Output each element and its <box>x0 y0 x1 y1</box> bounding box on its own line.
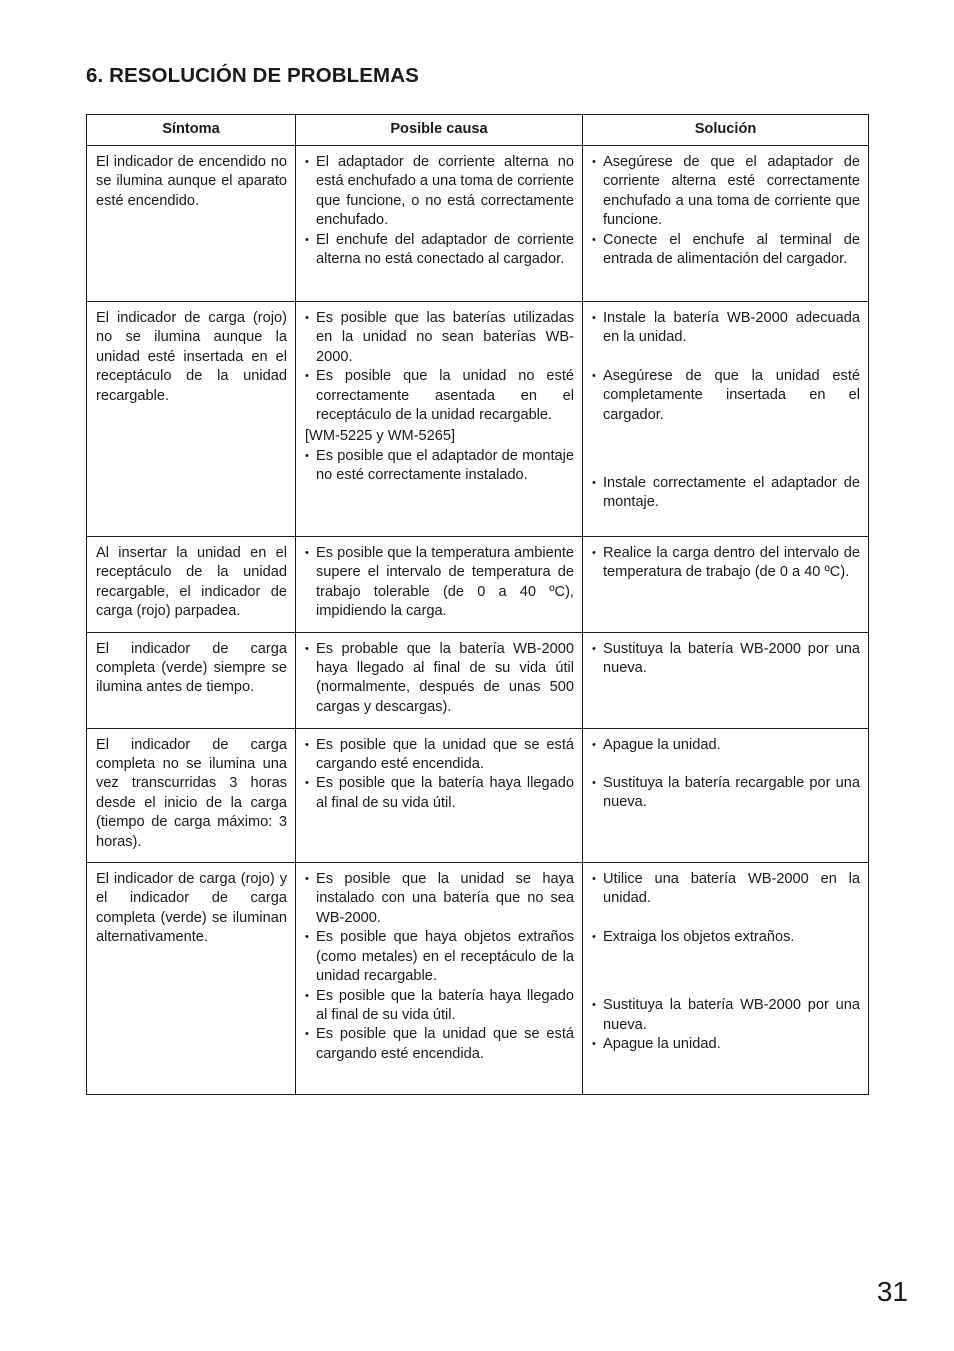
solution-item: • Apague la unidad. <box>592 1035 860 1054</box>
cause-item: • Es posible que la unidad que se está cargando esté encendida. <box>305 736 574 775</box>
cause-cell <box>296 302 583 537</box>
solution-item: • Sustituya la batería recargable por una nueva. <box>592 774 860 813</box>
table-row <box>87 863 869 1095</box>
cause-cell <box>296 146 583 302</box>
cause-item: • Es posible que la temperatura ambiente supere el intervalo de temperatura de trabajo tolerable (de 0 a 40 ºC), impidiendo la carga. <box>305 544 574 622</box>
page-title: 6. RESOLUCIÓN DE PROBLEMAS <box>86 64 419 87</box>
page-number: 31 <box>876 1276 908 1307</box>
solution-item: • Sustituya la batería WB-2000 por una nueva. <box>592 640 860 679</box>
cause-item: • El enchufe del adaptador de corriente alterna no está conectado al cargador. <box>305 231 574 270</box>
symptom-cell: El indicador de carga completa (verde) siempre se ilumina antes de tiempo. <box>87 632 296 728</box>
solution-item: • Realice la carga dentro del intervalo de temperatura de trabajo (de 0 a 40 ºC). <box>592 544 860 583</box>
symptom-cell: El indicador de carga (rojo) no se ilumina aunque la unidad esté insertada en el receptáculo de la unidad recargable. <box>87 302 296 537</box>
solution-cell <box>583 728 869 862</box>
cause-cell <box>296 728 583 862</box>
cause-item: • Es posible que haya objetos extraños (como metales) en el receptáculo de la unidad recargable. <box>305 928 574 986</box>
cause-item: • Es posible que la batería haya llegado al final de su vida útil. <box>305 774 574 813</box>
cause-cell <box>296 632 583 728</box>
symptom-cell: El indicador de encendido no se ilumina aunque el aparato esté encendido. <box>87 146 296 302</box>
header-symptom: Síntoma <box>87 115 296 146</box>
cause-item: • Es posible que la unidad se haya instalado con una batería que no sea WB-2000. <box>305 870 574 928</box>
troubleshooting-table <box>86 114 869 1095</box>
solution-item: • Apague la unidad. <box>592 736 860 755</box>
cause-cell <box>296 863 583 1095</box>
table-row <box>87 537 869 633</box>
solution-item: • Conecte el enchufe al terminal de entrada de alimentación del cargador. <box>592 231 860 270</box>
solution-item: • Instale la batería WB-2000 adecuada en la unidad. <box>592 309 860 348</box>
table-row <box>87 632 869 728</box>
cause-item: • Es posible que la unidad que se está cargando esté encendida. <box>305 1025 574 1064</box>
solution-cell <box>583 863 869 1095</box>
solution-item: • Sustituya la batería WB-2000 por una nueva. <box>592 996 860 1035</box>
cause-item: • Es posible que las baterías utilizadas en la unidad no sean baterías WB-2000. <box>305 309 574 367</box>
solution-cell <box>583 632 869 728</box>
cause-cell <box>296 537 583 633</box>
header-solution: Solución <box>583 115 869 146</box>
table-row <box>87 728 869 862</box>
cause-item: • Es posible que la unidad no esté correctamente asentada en el receptáculo de la unidad recargable. <box>305 367 574 425</box>
cause-item: • Es probable que la batería WB-2000 haya llegado al final de su vida útil (normalmente, después de unas 500 cargas y descargas). <box>305 640 574 718</box>
solution-item: • Extraiga los objetos extraños. <box>592 928 860 947</box>
symptom-cell: El indicador de carga (rojo) y el indicador de carga completa (verde) se iluminan alternativamente. <box>87 863 296 1095</box>
cause-item: • Es posible que el adaptador de montaje no esté correctamente instalado. <box>305 447 574 486</box>
symptom-cell: El indicador de carga completa no se ilumina una vez transcurridas 3 horas desde el inicio de la carga (tiempo de carga máximo: 3 horas). <box>87 728 296 862</box>
table-row <box>87 146 869 302</box>
table-header-row <box>87 115 869 146</box>
solution-cell <box>583 302 869 537</box>
solution-item: • Utilice una batería WB-2000 en la unidad. <box>592 870 860 909</box>
header-cause: Posible causa <box>296 115 583 146</box>
solution-cell <box>583 146 869 302</box>
symptom-cell: Al insertar la unidad en el receptáculo de la unidad recargable, el indicador de carga (rojo) parpadea. <box>87 537 296 633</box>
solution-item: • Asegúrese de que el adaptador de corriente alterna esté correctamente enchufado a una toma de corriente que funcione. <box>592 153 860 231</box>
cause-item: • Es posible que la batería haya llegado al final de su vida útil. <box>305 987 574 1026</box>
solution-cell <box>583 537 869 633</box>
solution-item: • Instale correctamente el adaptador de montaje. <box>592 474 860 513</box>
cause-item: • El adaptador de corriente alterna no está enchufado a una toma de corriente que funcione, o no está correctamente enchufado. <box>305 153 574 231</box>
solution-item: • Asegúrese de que la unidad esté completamente insertada en el cargador. <box>592 367 860 425</box>
model-note: [WM-5225 y WM-5265] <box>305 428 456 445</box>
table-row <box>87 302 869 537</box>
